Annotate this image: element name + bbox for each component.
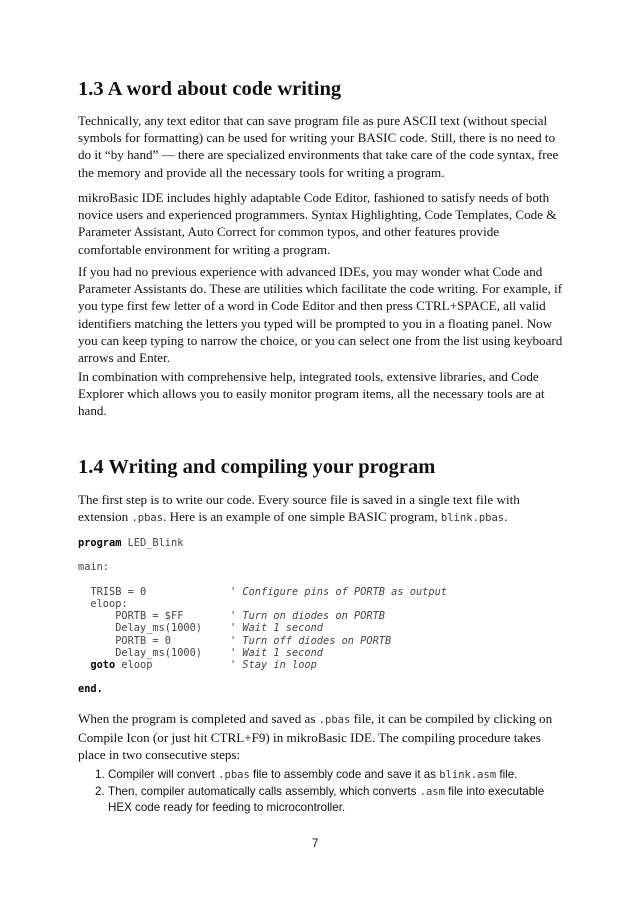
compile-text: When the program is completed and saved as <box>78 711 319 726</box>
code-keyword: end <box>78 683 97 696</box>
code-comment: ' Turn on diodes on PORTB <box>230 610 385 623</box>
intro-text-end: . <box>504 509 508 525</box>
code-comment: ' Configure pins of PORTB as output <box>230 585 447 598</box>
intro-text: The first step is to write our code. Every source file is saved in a single text file with extension <box>78 492 520 525</box>
list-item <box>78 767 564 784</box>
code-text: TRISB = 0 <box>78 585 147 598</box>
step-text: Compiler will convert <box>108 768 219 781</box>
compile-steps-list <box>78 767 564 817</box>
code-text: LED_Blink <box>121 537 184 549</box>
step-text: Then, compiler automatically calls assembly, which converts <box>108 784 420 798</box>
paragraph-tools-at-hand: In combination with comprehensive help, integrated tools, extensive libraries, and Code Explorer which allows you to easily monitor program items, all the necessary tools are at hand. <box>78 369 545 419</box>
code-line <box>78 586 564 598</box>
code-text: eloop <box>115 658 153 671</box>
code-keyword: goto <box>90 658 116 671</box>
code-text: . <box>96 683 103 696</box>
code-text: PORTB = $FF <box>78 610 184 623</box>
file-extension-code: .pbas <box>218 769 250 781</box>
paragraph-ide-features: mikroBasic IDE includes highly adaptable Code Editor, fashioned to satisfy needs of both novice users and experienced programmers. Syntax Highlighting, Code Templates, Code & Parameter Assistant, Auto Correct for common typos, and other features provide comfortable environment for writing a program. <box>78 190 557 257</box>
code-text: main: <box>78 561 109 574</box>
code-blank-line <box>78 671 564 683</box>
code-comment: ' Stay in loop <box>230 658 317 671</box>
compile-text-cont: file, it can be compiled by clicking on Compile Icon (or just hit CTRL+F9) in mikroBasic IDE. The compiling procedure takes place in two consecutive steps: <box>78 711 553 763</box>
filename-code: blink.asm <box>439 769 497 781</box>
code-line <box>78 659 564 671</box>
file-extension-code: .pbas <box>318 714 351 726</box>
code-text: eloop: <box>78 597 128 610</box>
code-line <box>78 647 564 659</box>
intro-text-cont: . Here is an example of one simple BASIC program, <box>163 509 441 525</box>
paragraph-compiling <box>78 710 564 764</box>
code-line <box>78 610 564 622</box>
code-line <box>78 561 564 573</box>
step-text: file into executable HEX code ready for feeding to microcontroller. <box>108 784 545 815</box>
filename-code: blink.pbas <box>440 512 505 525</box>
step-text: file to assembly code and save it as <box>249 768 440 781</box>
file-extension-code: .asm <box>419 785 445 798</box>
code-comment: ' Turn off diodes on PORTB <box>230 634 392 647</box>
code-line <box>78 683 564 695</box>
list-number: 1. <box>95 768 105 781</box>
code-line <box>78 598 564 610</box>
code-line <box>78 622 564 634</box>
code-blank-line <box>78 574 564 586</box>
list-number: 2. <box>95 784 105 798</box>
code-blank-line <box>78 549 564 561</box>
code-text: Delay_ms(1000) <box>78 622 202 635</box>
code-comment: ' Wait 1 second <box>230 622 323 635</box>
step-text: file. <box>496 768 518 781</box>
code-line <box>78 635 564 647</box>
file-extension-code: .pbas <box>131 512 164 525</box>
paragraph-text-editor: Technically, any text editor that can save program file as pure ASCII text (without special symbols for formatting) can be used for writing your BASIC code. Still, there is no need to do it “by hand” — there are specialized environments that take care of the code syntax, free the memory and provide all the necessary tools for writing a program. <box>78 113 559 180</box>
paragraph-code-assistants: If you had no previous experience with advanced IDEs, you may wonder what Code and Parameter Assistants do. These are utilities which facilitate the code writing. For example, if you type first few letter of a word in Code Editor and then press CTRL+SPACE, all valid identifiers matching the letters you typed will be prompted to you in a floating panel. Now you can keep typing to narrow the choice, or you can select one from the list using keyboard arrows and Enter. <box>78 264 563 366</box>
code-keyword: program <box>78 537 122 549</box>
section-heading-1-3: 1.3 A word about code writing <box>78 78 342 100</box>
list-item <box>78 784 564 817</box>
code-listing <box>78 537 564 695</box>
page-number: 7 <box>312 838 319 850</box>
code-text: PORTB = 0 <box>78 634 171 647</box>
code-comment: ' Wait 1 second <box>230 646 323 659</box>
code-text: Delay_ms(1000) <box>78 646 202 659</box>
code-line <box>78 537 564 549</box>
paragraph-first-step <box>78 491 564 527</box>
section-heading-1-4: 1.4 Writing and compiling your program <box>78 456 436 478</box>
